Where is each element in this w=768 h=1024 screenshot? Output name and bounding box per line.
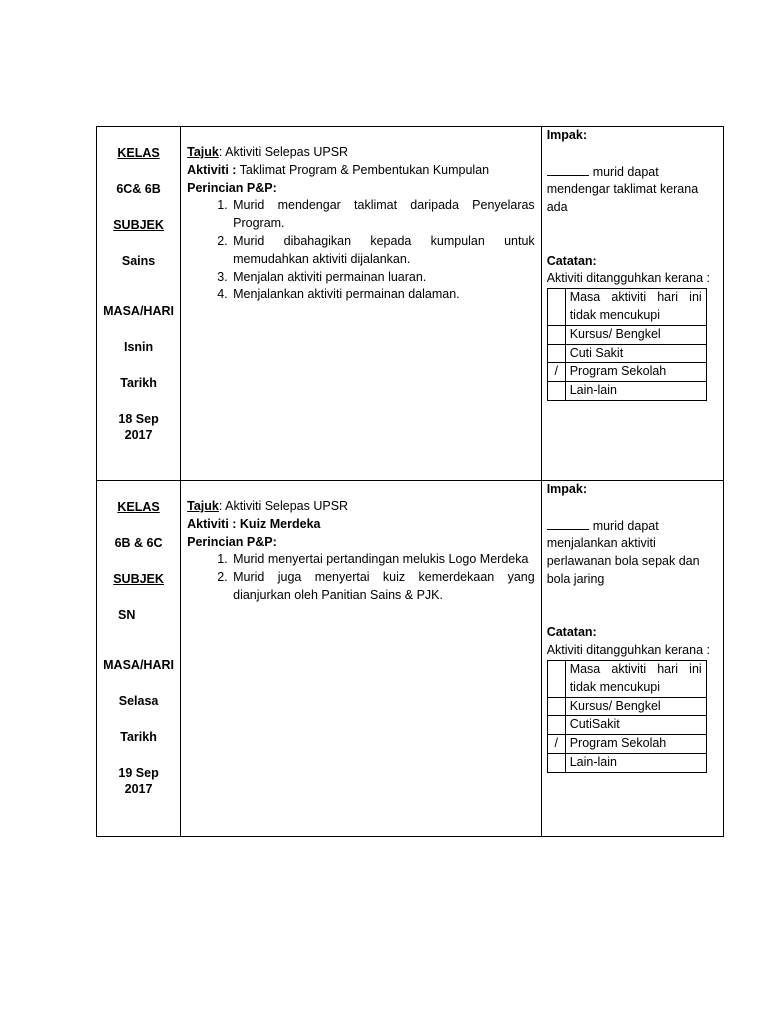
blank-line — [547, 517, 589, 530]
reason-text: Masa aktiviti hari ini tidak mencukupi — [565, 660, 706, 697]
aktiviti-line — [187, 516, 535, 534]
lesson-entry-row — [97, 127, 724, 481]
check-mark — [547, 344, 565, 363]
checklist-row — [547, 753, 706, 772]
kelas-label: KELAS — [117, 500, 160, 514]
step-item: 3. Menjalan aktiviti permainan luaran. — [231, 269, 535, 287]
reason-checklist — [547, 288, 707, 401]
lesson-entry-row — [97, 481, 724, 837]
activity-cell — [181, 127, 542, 481]
catatan-text: Aktiviti ditangguhkan kerana : — [546, 271, 710, 286]
masa-hari-label: MASA/HARI — [103, 658, 174, 672]
reason-text: Program Sekolah — [565, 735, 706, 754]
checklist-row — [547, 382, 706, 401]
impak-text-block — [547, 163, 717, 217]
check-mark — [547, 697, 565, 716]
impak-text: murid dapat mendengar taklimat kerana ada — [546, 164, 699, 215]
activity-cell — [181, 481, 542, 837]
subjek-label: SUBJEK — [113, 218, 164, 232]
checklist-row — [547, 289, 706, 326]
tarikh-label: Tarikh — [120, 376, 157, 390]
lesson-record-table — [96, 126, 724, 837]
catatan-label: Catatan: — [546, 625, 597, 640]
checklist-row — [547, 697, 706, 716]
step-item: 2. Murid juga menyertai kuiz kemerdekaan yang dianjurkan oleh Panitian Sains & PJK. — [231, 569, 535, 605]
date-day: 18 Sep — [118, 412, 159, 426]
date-year: 2017 — [124, 428, 153, 442]
steps-list — [187, 197, 535, 304]
aktiviti-line — [187, 162, 535, 180]
subjek-label: SUBJEK — [113, 572, 164, 586]
impact-notes-cell — [541, 481, 723, 837]
hari-value: Isnin — [123, 340, 154, 354]
checklist-row — [547, 325, 706, 344]
blank-line — [547, 163, 589, 176]
check-mark — [547, 382, 565, 401]
catatan-label: Catatan: — [546, 253, 597, 268]
impak-text-block — [547, 517, 717, 589]
step-item: 1. Murid mendengar taklimat daripada Penyelaras Program. — [231, 197, 535, 233]
class-info-cell — [97, 481, 181, 837]
check-mark — [547, 716, 565, 735]
checklist-row — [547, 660, 706, 697]
reason-text: Masa aktiviti hari ini tidak mencukupi — [565, 289, 706, 326]
reason-text: Lain-lain — [565, 753, 706, 772]
impact-notes-cell — [541, 127, 723, 481]
impak-label: Impak: — [546, 128, 587, 142]
tajuk-label: Tajuk — [187, 499, 219, 513]
kelas-value: 6B & 6C — [114, 536, 163, 550]
reason-checklist — [547, 660, 707, 773]
checklist-row — [547, 344, 706, 363]
hari-value: Selasa — [118, 694, 159, 708]
aktiviti-value: Taklimat Program & Pembentukan Kumpulan — [236, 162, 490, 177]
aktiviti-label: Aktiviti : — [187, 162, 237, 177]
perincian-label: Perincian P&P: — [187, 180, 277, 195]
check-mark — [547, 325, 565, 344]
date-day: 19 Sep — [118, 766, 159, 780]
impak-label: Impak: — [546, 482, 587, 496]
step-item: 4. Menjalankan aktiviti permainan dalaman. — [231, 286, 535, 304]
reason-text: Lain-lain — [565, 382, 706, 401]
aktiviti-label: Aktiviti : Kuiz Merdeka — [187, 516, 321, 531]
check-mark: / — [547, 363, 565, 382]
steps-list — [187, 551, 535, 604]
check-mark — [547, 660, 565, 697]
tarikh-label: Tarikh — [120, 730, 157, 744]
date-year: 2017 — [124, 782, 153, 796]
reason-text: Program Sekolah — [565, 363, 706, 382]
check-mark: / — [547, 735, 565, 754]
checklist-row — [547, 363, 706, 382]
check-mark — [547, 753, 565, 772]
tajuk-value: : Aktiviti Selepas UPSR — [218, 145, 349, 159]
class-info-cell — [97, 127, 181, 481]
step-item: 2. Murid dibahagikan kepada kumpulan untuk memudahkan aktiviti dijalankan. — [231, 233, 535, 269]
tajuk-value: : Aktiviti Selepas UPSR — [218, 499, 349, 513]
check-mark — [547, 289, 565, 326]
reason-text: Kursus/ Bengkel — [565, 697, 706, 716]
kelas-label: KELAS — [117, 146, 160, 160]
step-item: 1. Murid menyertai pertandingan melukis Logo Merdeka — [231, 551, 535, 569]
tajuk-line — [187, 498, 535, 516]
perincian-label: Perincian P&P: — [187, 534, 277, 549]
catatan-text: Aktiviti ditangguhkan kerana : — [546, 643, 710, 658]
masa-hari-label: MASA/HARI — [103, 304, 174, 318]
tajuk-line — [187, 144, 535, 162]
kelas-value: 6C& 6B — [116, 182, 161, 196]
reason-text: Kursus/ Bengkel — [565, 325, 706, 344]
impak-text: murid dapat menjalankan aktiviti perlawanan bola sepak dan bola jaring — [546, 518, 700, 586]
reason-text: Cuti Sakit — [565, 344, 706, 363]
tajuk-label: Tajuk — [187, 145, 219, 159]
subjek-value: SN — [118, 608, 136, 622]
checklist-row — [547, 735, 706, 754]
checklist-row — [547, 716, 706, 735]
subjek-value: Sains — [121, 254, 156, 268]
reason-text: CutiSakit — [565, 716, 706, 735]
